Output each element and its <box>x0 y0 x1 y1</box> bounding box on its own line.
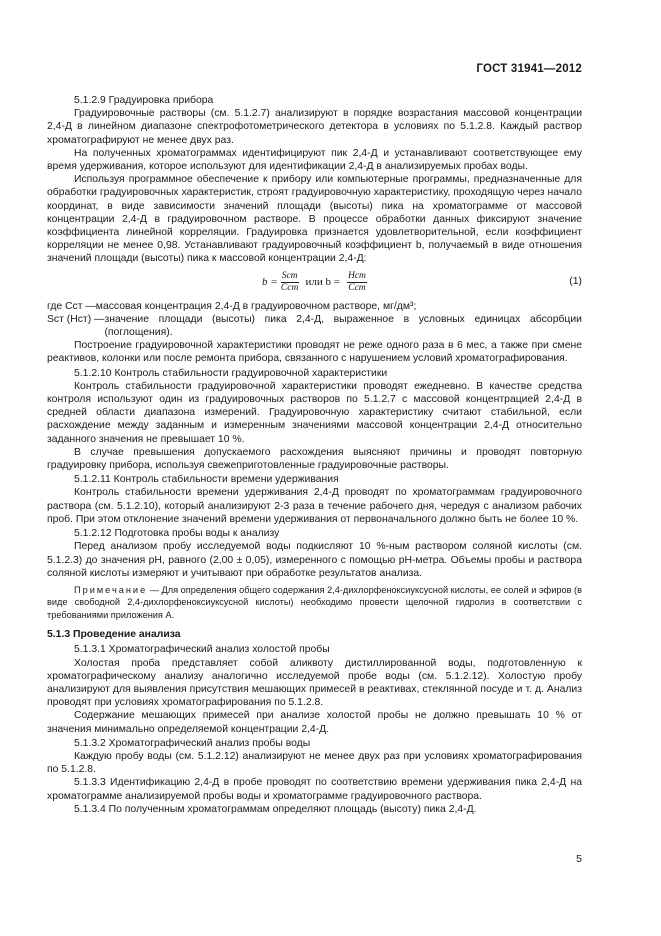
definition-text: массовая концентрация 2,4-Д в градуировочном растворе, мг/дм³; <box>95 300 417 312</box>
section-title-5-1-3-2: 5.1.3.2 Хроматографический анализ пробы воды <box>74 737 311 749</box>
definition-text: значение площади (высоты) пика 2,4-Д, выраженное в условных единицах абсорбции (поглощения). <box>104 313 582 339</box>
paragraph: Построение градуировочной характеристики проводят не реже одного раза в 6 мес, а также при смене реактивов, колонки или после ремонта прибора, связанного с нарушением условий хроматографирования. <box>47 340 582 365</box>
paragraph: Контроль стабильности времени удерживания 2,4-Д проводят по хроматограммам градуировочного раствора (см. 5.1.2.10), который анализируют 2-3 раза в течение рабочего дня, чередуя с анализом рабочих проб. При этом отклонение значений времени удерживания от первоначального должно быть не более 10 %. <box>47 487 582 525</box>
note-text: — Для определения общего содержания 2,4-дихлорфеноксиуксусной кислоты, ее солей и эфиров (в виде свободной 2,4-дихлорфеноксиуксусной кислоты) необходимо провести щелочной гидролиз в соответствии с требованиями приложения А. <box>47 584 582 620</box>
page-body <box>47 93 582 816</box>
definition-s-h <box>47 313 582 339</box>
section-title-5-1-2-12: 5.1.2.12 Подготовка пробы воды к анализу <box>74 528 280 540</box>
section-title-5-1-2-9: 5.1.2.9 Градуировка прибора <box>74 95 214 106</box>
section-title-5-1-3-1: 5.1.3.1 Хроматографический анализ холостой пробы <box>74 644 330 656</box>
paragraph: Холостая проба представляет собой аликвоту дистиллированной воды, подготовленную к хроматографическому анализу аналогично исследуемой пробе воды (см. 5.1.2.12). Холостую пробу анализируют для выявления присутствия мешающих примесей в реактивах, стеклянной посуде и т. д. Анализ проводят при условиях хроматографирования по 5.1.2.8. <box>47 657 582 709</box>
definition-c <box>47 300 582 313</box>
paragraph: В случае превышения допускаемого расхождения выясняют причины и проводят повторную градуировку прибора, используя свежеприготовленные градуировочные растворы. <box>47 446 582 472</box>
fraction-numerator: Hст <box>347 270 366 281</box>
paragraph: Каждую пробу воды (см. 5.1.2.12) анализируют не менее двух раз при условиях хроматографирования по 5.1.2.8. <box>47 750 582 776</box>
paragraph: Используя программное обеспечение к прибору или компьютерные программы, предназначенные для обработки градуировочных характеристик, строят градуировочную характеристику, проходящую через начало координат, в виде зависимости значений площади (высоты) пика на хроматограмме от массовой концентрации 2,4-Д в градуировочном растворе. В процессе обработки данных фиксируют значение коэффициента линейной корреляции. Градуировка признается удовлетворительной, если коэффициент корреляции не менее 0,98. Устанавливают градуировочный коэффициент b, получаемый в виде отношения значений площади (высоты) пика к массовой концентрации 2,4-Д: <box>47 174 582 265</box>
fraction-h-over-c <box>347 271 367 294</box>
paragraph: Градуировочные растворы (см. 5.1.2.7) анализируют в порядке возрастания массовой концентрации 2,4-Д в линейном диапазоне спектрофотометрического детектора в условиях по 5.1.2.8. Каждый раствор хроматографируют не менее двух раз. <box>47 108 582 146</box>
paragraph-5-1-3-4: 5.1.3.4 По полученным хроматограммам определяют площадь (высоту) пика 2,4-Д. <box>74 803 477 815</box>
note <box>47 584 582 621</box>
paragraph: Перед анализом пробу исследуемой воды подкисляют 10 %-ным раствором соляной кислоты (см. 5.1.2.3) до значения pH, равного (2,00 ± 0,05), измеренного с помощью pH-метра. Объемы пробы и раствора соляной кислоты измеряют и учитывают при обработке результатов анализа. <box>47 541 582 579</box>
fraction-numerator: Sст <box>281 270 298 281</box>
fraction-s-over-c <box>281 271 299 294</box>
fraction-denominator: Cст <box>280 282 299 293</box>
section-title-5-1-2-10: 5.1.2.10 Контроль стабильности градуировочной характеристики <box>74 367 388 379</box>
paragraph-5-1-3-3: 5.1.3.3 Идентификацию 2,4-Д в пробе проводят по соответствию времени удерживания пика 2,4-Д на хроматограмме анализируемой пробы воды и хроматограмме градуировочного раствора. <box>47 777 582 802</box>
note-label: Примечание <box>74 584 148 595</box>
paragraph: Контроль стабильности градуировочной характеристики проводят ежедневно. В качестве средства контроля используют один из градуировочных растворов по 5.1.2.7 с массовой концентрацией 2,4-Д в средней области диапазона измерений. Градуировочную характеристику считают стабильной, если расхождение между заданным и измеренным значениями массовой концентрации 2,4-Д относительно заданного значения не превышает 10 %. <box>47 380 582 445</box>
paragraph: Содержание мешающих примесей при анализе холостой пробы не должно превышать 10 % от значения минимально определяемой концентрации 2,4-Д. <box>47 710 582 735</box>
formula-lhs: b = <box>262 275 278 288</box>
definition-term: где Cст — <box>47 300 96 312</box>
definition-term: Sст (Hст) — <box>47 313 105 325</box>
document-header: ГОСТ 31941—2012 <box>476 63 582 75</box>
paragraph: На полученных хроматограммах идентифицируют пик 2,4-Д и устанавливают соответствующее ему время удерживания, которое используют для идентификации 2,4-Д в анализируемых пробах воды. <box>47 147 582 173</box>
formula-1 <box>47 269 582 296</box>
page-number: 5 <box>576 853 582 865</box>
fraction-denominator: Cст <box>348 282 366 293</box>
section-title-5-1-2-11: 5.1.2.11 Контроль стабильности времени удерживания <box>74 474 339 486</box>
formula-or: или b = <box>305 275 340 288</box>
section-heading-5-1-3: 5.1.3 Проведение анализа <box>47 629 181 641</box>
formula-number: (1) <box>569 275 582 287</box>
